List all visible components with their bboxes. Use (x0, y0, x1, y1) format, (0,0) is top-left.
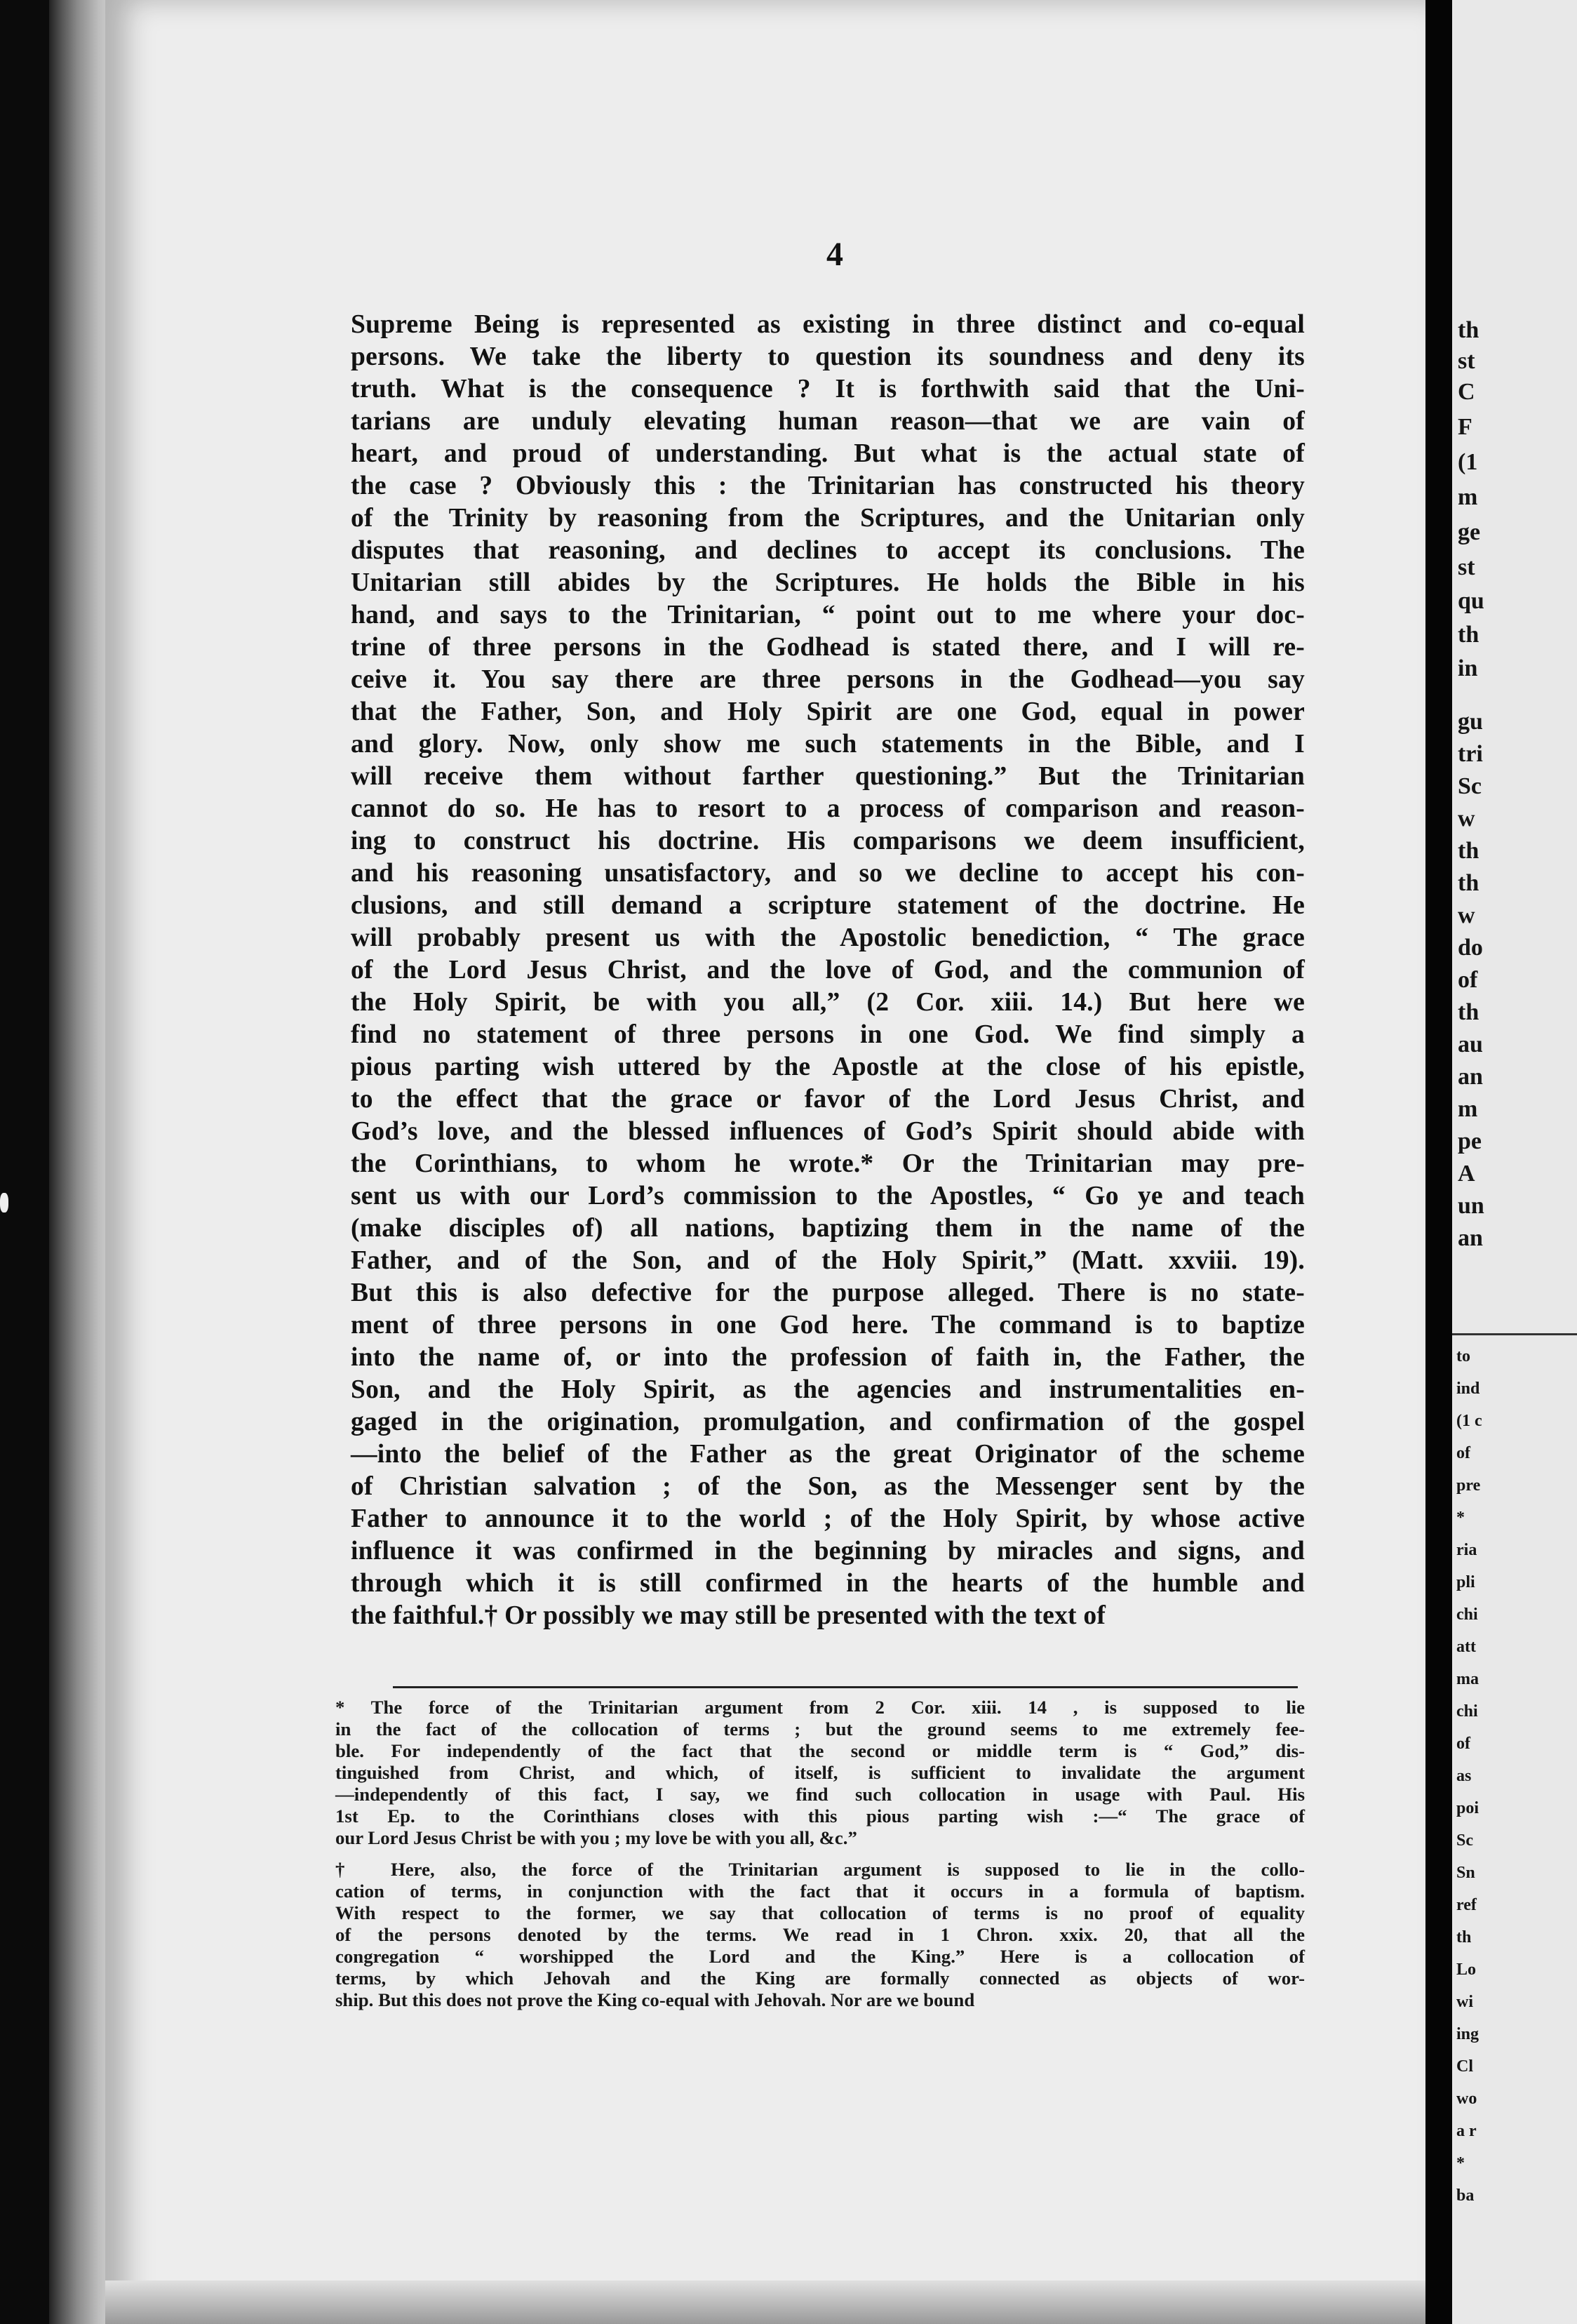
footnote-gap (335, 1849, 1305, 1859)
footnote-2-line: † Here, also, the force of the Trinitarian argument is supposed to lie in the collo- (335, 1859, 1305, 1880)
body-text (351, 309, 1305, 1632)
facing-page-footnote-fragment: a r (1456, 2122, 1477, 2140)
facing-page-footnote-fragment: pli (1456, 1573, 1475, 1591)
body-line: will probably present us with the Apostolic benediction, “ The grace (351, 923, 1305, 952)
body-line: to the effect that the grace or favor of the Lord Jesus Christ, and (351, 1085, 1305, 1114)
footnote-1-line: in the fact of the collocation of terms ; but the ground seems to me extremely fee- (335, 1718, 1305, 1739)
facing-page-footnote-fragment: wo (1456, 2090, 1477, 2108)
facing-page-fragment-line: st (1458, 554, 1475, 580)
facing-page-fragment-line: pe (1458, 1128, 1482, 1154)
facing-page-fragment-line: A (1458, 1161, 1475, 1187)
footnote-rule (393, 1686, 1298, 1688)
facing-page-fragment-line: qu (1458, 588, 1484, 614)
facing-page-fragment-line: in (1458, 655, 1478, 681)
body-line: —into the belief of the Father as the great Originator of the scheme (351, 1440, 1305, 1469)
footnote-2-line: terms, by which Jehovah and the King are formally connected as objects of wor- (335, 1968, 1305, 1989)
facing-page-footnote-fragment: att (1456, 1638, 1476, 1656)
body-line: the faithful.† Or possibly we may still be presented with the text of (351, 1601, 1106, 1630)
body-line: the Corinthians, to whom he wrote.* Or the Trinitarian may pre- (351, 1149, 1305, 1178)
body-line: cannot do so. He has to resort to a process of comparison and reason- (351, 794, 1305, 823)
facing-page-footnote-fragment: chi (1456, 1702, 1478, 1721)
facing-page-fragment (1452, 0, 1577, 2324)
facing-page-fragment-line: th (1458, 999, 1479, 1025)
body-line: the case ? Obviously this : the Trinitarian has constructed his theory (351, 472, 1305, 500)
facing-page-fragment-line: tri (1458, 741, 1483, 767)
facing-page-fragment-line: gu (1458, 709, 1483, 735)
body-line: ment of three persons in one God here. The command is to baptize (351, 1311, 1305, 1340)
facing-page-footnote-fragment: ba (1456, 2186, 1475, 2205)
footnotes (335, 1697, 1305, 2011)
footnote-1-line: —independently of this fact, I say, we find such collocation in usage with Paul. His (335, 1784, 1305, 1805)
body-line: heart, and proud of understanding. But what is the actual state of (351, 439, 1305, 468)
facing-page-footnote-fragment: Cl (1456, 2057, 1473, 2076)
facing-page-footnote-fragment: * (1456, 1509, 1465, 1527)
facing-page-footnote-fragment: wi (1456, 1993, 1473, 2011)
body-line: Supreme Being is represented as existing in three distinct and co-equal (351, 310, 1305, 339)
footnote-2-line: congregation “ worshipped the Lord and the King.” Here is a collocation of (335, 1946, 1305, 1967)
facing-page-footnote-fragment: * (1456, 2154, 1465, 2172)
facing-page-fragment-line: w (1458, 806, 1475, 832)
facing-page-footnote-fragment: Sc (1456, 1831, 1473, 1850)
facing-page-fragment-line: au (1458, 1031, 1483, 1057)
body-line: gaged in the origination, promulgation, and confirmation of the gospel (351, 1408, 1305, 1436)
facing-page-footnote-fragment: to (1456, 1347, 1470, 1365)
facing-page-fragment-line: of (1458, 967, 1478, 993)
facing-page-footnote-fragment: Lo (1456, 1961, 1477, 1979)
body-line: Father to announce it to the world ; of the Holy Spirit, by whose active (351, 1504, 1305, 1533)
body-line: that the Father, Son, and Holy Spirit are one God, equal in power (351, 697, 1305, 726)
facing-page-fragment-line: an (1458, 1225, 1483, 1251)
footnote-2-line: With respect to the former, we say that collocation of terms is no proof of equality (335, 1902, 1305, 1923)
footnote-2-line: cation of terms, in conjunction with the fact that it occurs in a formula of baptism. (335, 1881, 1305, 1902)
body-line: Father, and of the Son, and of the Holy Spirit,” (Matt. xxviii. 19). (351, 1246, 1305, 1275)
body-line: pious parting wish uttered by the Apostle at the close of his epistle, (351, 1053, 1305, 1081)
facing-page-footnote-rule (1452, 1333, 1577, 1335)
facing-page-footnote-fragment: th (1456, 1928, 1472, 1946)
facing-page-fragment-line: th (1458, 622, 1479, 648)
binding-strip (0, 0, 49, 2324)
facing-page-fragment-line: w (1458, 902, 1475, 928)
facing-page-footnote-fragment: ref (1456, 1896, 1477, 1914)
facing-page-footnote-fragment: Sn (1456, 1864, 1475, 1882)
body-line: Son, and the Holy Spirit, as the agencies and instrumentalities en- (351, 1375, 1305, 1404)
body-line: through which it is still confirmed in the hearts of the humble and (351, 1569, 1305, 1598)
page-number: 4 (826, 236, 843, 273)
facing-page-fragment-line: Sc (1458, 773, 1482, 799)
body-line: But this is also defective for the purpose alleged. There is no state- (351, 1278, 1305, 1307)
body-line: of the Trinity by reasoning from the Scriptures, and the Unitarian only (351, 504, 1305, 533)
facing-page-footnote-fragment: as (1456, 1767, 1472, 1785)
body-line: sent us with our Lord’s commission to the Apostles, “ Go ye and teach (351, 1182, 1305, 1210)
footnote-1-line: * The force of the Trinitarian argument from 2 Cor. xiii. 14 , is supposed to lie (335, 1697, 1305, 1718)
body-line: God’s love, and the blessed influences of God’s Spirit should abide with (351, 1117, 1305, 1146)
facing-page-fragment-line: C (1458, 379, 1475, 405)
body-line: and glory. Now, only show me such statements in the Bible, and I (351, 730, 1305, 759)
footnote-1-line: tinguished from Christ, and which, of itself, is sufficient to invalidate the argument (335, 1762, 1305, 1783)
facing-page-footnote-fragment: ing (1456, 2025, 1479, 2043)
body-line: persons. We take the liberty to question its soundness and deny its (351, 342, 1305, 371)
body-line: clusions, and still demand a scripture statement of the doctrine. He (351, 891, 1305, 920)
body-line: Unitarian still abides by the Scriptures. He holds the Bible in his (351, 568, 1305, 597)
facing-page-fragment-line: un (1458, 1193, 1484, 1219)
facing-page-footnote-fragment: ind (1456, 1380, 1480, 1398)
facing-page-footnote-fragment: chi (1456, 1605, 1478, 1624)
body-line: ing to construct his doctrine. His comparisons we deem insufficient, (351, 827, 1305, 855)
body-line: will receive them without farther questioning.” But the Trinitarian (351, 762, 1305, 791)
body-line: into the name of, or into the profession of faith in, the Father, the (351, 1343, 1305, 1372)
facing-page-fragment-line: (1 (1458, 449, 1478, 475)
footnote-2-line: of the persons denoted by the terms. We read in 1 Chron. xxix. 20, that all the (335, 1924, 1305, 1945)
facing-page-fragment-line: th (1458, 838, 1479, 864)
body-line: find no statement of three persons in one God. We find simply a (351, 1020, 1305, 1049)
facing-page-fragment-line: do (1458, 935, 1483, 961)
body-line: of the Lord Jesus Christ, and the love of God, and the communion of (351, 956, 1305, 984)
facing-page-footnote-fragment: (1 c (1456, 1412, 1482, 1430)
body-line: the Holy Spirit, be with you all,” (2 Cor. xiii. 14.) But here we (351, 988, 1305, 1017)
facing-page-footnote-fragment: of (1456, 1735, 1470, 1753)
body-line: and his reasoning unsatisfactory, and so we decline to accept his con- (351, 859, 1305, 888)
body-line: disputes that reasoning, and declines to accept its conclusions. The (351, 536, 1305, 565)
body-line: of Christian salvation ; of the Son, as the Messenger sent by the (351, 1472, 1305, 1501)
facing-page-fragment-line: F (1458, 414, 1472, 440)
facing-page-footnote-fragment: pre (1456, 1476, 1481, 1495)
facing-page-footnote-fragment: of (1456, 1444, 1470, 1462)
facing-page-footnote-fragment: poi (1456, 1799, 1479, 1817)
book-gutter (1425, 0, 1452, 2324)
footnote-1-line: ble. For independently of the fact that the second or middle term is “ God,” dis- (335, 1740, 1305, 1761)
body-line: trine of three persons in the Godhead is stated there, and I will re- (351, 633, 1305, 662)
facing-page-fragment-line: st (1458, 348, 1475, 374)
footnote-1-line: 1st Ep. to the Corinthians closes with this pious parting wish :—“ The grace of (335, 1805, 1305, 1827)
body-line: influence it was confirmed in the beginning by miracles and signs, and (351, 1537, 1305, 1565)
facing-page-fragment-line: ge (1458, 519, 1481, 545)
facing-page-fragment-line: th (1458, 317, 1479, 343)
facing-page-footnote-fragment: ria (1456, 1541, 1477, 1559)
page-bottom-shadow (105, 2280, 1425, 2324)
body-line: truth. What is the consequence ? It is forthwith said that the Uni- (351, 375, 1305, 403)
body-line: tarians are unduly elevating human reason—that we are vain of (351, 407, 1305, 436)
footnote-1-line: our Lord Jesus Christ be with you ; my love be with you all, &c.” (335, 1827, 857, 1848)
body-line: hand, and says to the Trinitarian, “ point out to me where your doc- (351, 601, 1305, 629)
footnote-2-line: ship. But this does not prove the King co-equal with Jehovah. Nor are we bound (335, 1989, 975, 2010)
body-line: (make disciples of) all nations, baptizing them in the name of the (351, 1214, 1305, 1243)
facing-page-fragment-line: m (1458, 484, 1478, 510)
facing-page-fragment-line: an (1458, 1064, 1483, 1090)
body-line: ceive it. You say there are three persons in the Godhead—you say (351, 665, 1305, 694)
facing-page-fragment-line: m (1458, 1096, 1478, 1122)
scan-fleck (0, 1193, 8, 1213)
facing-page-footnote-fragment: ma (1456, 1670, 1479, 1688)
facing-page-fragment-line: th (1458, 870, 1479, 896)
